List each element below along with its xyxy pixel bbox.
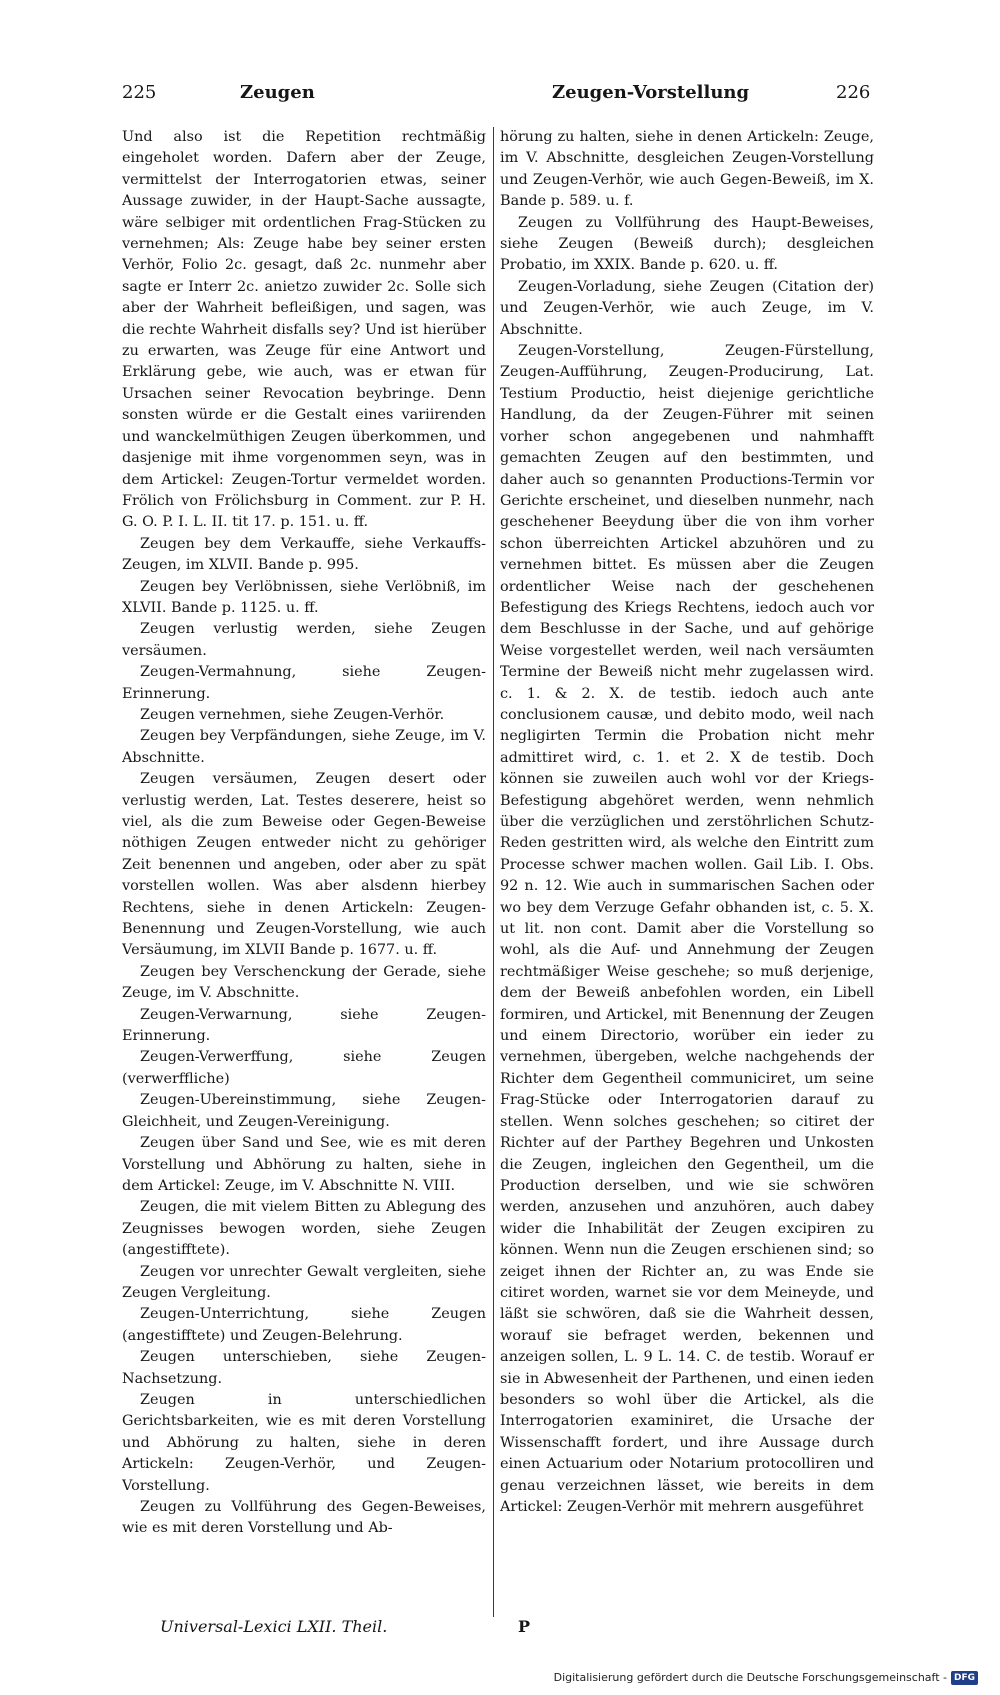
digitization-note: Digitalisierung gefördert durch die Deutsche Forschungsgemeinschaft - [553, 1671, 947, 1684]
right-running-title: Zeugen-Vorstellung [552, 82, 750, 103]
entry-paragraph: Zeugen verlustig werden, siehe Zeugen versäumen. [122, 621, 486, 659]
entry-paragraph: Zeugen versäumen, Zeugen desert oder verlustig werden, Lat. Testes deserere, heist so viel, als die zum Beweise oder Gegen-Beweise nöthigen Zeugen entweder nicht zu gehöriger Zeit benennen und angeben, oder aber zu spät vorstellen wollen. Was aber alsdenn hierbey Rechtens, siehe in denen Artickeln: Zeugen-Benennung und Zeugen-Vorstellung, wie auch Versäumung, im XLVII Bande p. 1677. u. ff. [122, 771, 486, 959]
entry-paragraph: Zeugen zu Vollführung des Gegen-Beweises, wie es mit deren Vorstellung und Ab- [122, 1499, 486, 1537]
entry-paragraph: Zeugen-Verwarnung, siehe Zeugen-Erinnerung. [122, 1006, 486, 1045]
entry-paragraph: Zeugen vor unrechter Gewalt vergleiten, siehe Zeugen Vergleitung. [122, 1263, 486, 1301]
entry-paragraph: Zeugen-Vorstellung, Zeugen-Fürstellung, Zeugen-Aufführung, Zeugen-Producirung, Lat. Testium Productio, heist diejenige gerichtliche Handlung, da der Zeugen-Führer mit seinen vorher schon angegebenen und nahmhafft gemachten Zeugen auf den bestimmten, und daher auch so genannten Productions-Termin vor Gerichte erscheinet, und dieselben nunmehr, nach geschehener Beeydung über die von ihm vorher schon überreichten Artickel abzuhören und zu vernehmen bittet. Es müssen aber die Zeugen ordentlicher Weise nach der geschehenen Befestigung des Kriegs Rechtens, iedoch auch vor dem Beschlusse in der Sache, und auf gehörige Weise vorgestellet werden, weil nach versäumten Termine der Beweiß nicht mehr zugelassen wird. c. 1. & 2. X. de testib. iedoch auch ante conclusionem causæ, und debito modo, weil nach negligirten Termin die Probation nicht mehr admittiret wird, c. 1. et 2. X de testib. Doch können sie zuweilen auch wohl vor der Kriegs-Befestigung abgehöret werden, wenn nehmlich über die verzüglichen und zerstöhrlichen Schutz-Reden gestritten wird, als welche den Eintritt zum Processe schwer machen wollen. Gail Lib. I. Obs. 92 n. 12. Wie auch in summarischen Sachen oder wo bey dem Verzuge Gefahr obhanden ist, c. 5. X. ut lit. non cont. Damit aber die Vorstellung so wohl, als die Auf- und Annehmung der Zeugen rechtmäßiger Weise geschehe; so muß derjenige, dem der Beweiß anbefohlen worden, ein Libell formiren, und Artickel, mit Benennung der Zeugen und einem Directorio, worüber ein ieder zu vernehmen, übergeben, welche nachgehends der Richter dem Gegentheil communiciret, um seine Frag-Stücke oder Interrogatorien darauf zu stellen. Wenn solches geschehen; so citiret der Richter auf der Parthey Begehren und Unkosten die Zeugen, ingleichen den Gegentheil, um die Production derselben, und wie sie schwören werden, anzusehen und anzuhören, auch dabey wider die Inhabilität der Zeugen excipiren zu können. Wenn nun die Zeugen erschienen sind; so zeiget ihnen der Richter an, zu was Ende sie citiret worden, warnet sie vor dem Meineyde, und läßt sie schwören, daß sie die Wahrheit dessen, worauf sie befraget werden, bekennen und anzeigen sollen, L. 9 L. 14. C. de testib. Worauf er sie in Abwesenheit der Parthenen, und einen ieden besonders so wohl über die Artickel, als die Interrogatorien examiniret, die Ursache der Wissenschafft fordert, und ihre Aussage durch einen Actuarium oder Notarium protocolliren und genau verzeichnen lässet, wie bereits in dem Artickel: Zeugen-Verhör mit mehrern ausgeführet [500, 343, 874, 1515]
entry-paragraph: Zeugen bey Verpfändungen, siehe Zeuge, im V. Abschnitte. [122, 728, 486, 766]
entry-paragraph: Zeugen-Vermahnung, siehe Zeugen-Erinnerung. [122, 664, 486, 702]
entry-paragraph: Zeugen, die mit vielem Bitten zu Ablegung des Zeugnisses bewogen worden, siehe Zeugen (angestifftete). [122, 1199, 486, 1259]
entry-paragraph: Zeugen in unterschiedlichen Gerichtsbarkeiten, wie es mit deren Vorstellung und Abhörung zu halten, siehe in deren Artickeln: Zeugen-Verhör, und Zeugen-Vorstellung. [122, 1391, 486, 1494]
left-running-title: Zeugen [240, 82, 315, 103]
entry-paragraph: Zeugen-Ubereinstimmung, siehe Zeugen-Gleichheit, und Zeugen-Vereinigung. [122, 1092, 486, 1130]
entry-paragraph: Zeugen-Vorladung, siehe Zeugen (Citation der) und Zeugen-Verhör, wie auch Zeuge, im V. Abschnitte. [500, 278, 874, 338]
left-page-number: 225 [122, 82, 157, 103]
dfg-logo: DFG [951, 1671, 978, 1685]
column-divider [493, 127, 494, 1617]
entry-paragraph: Zeugen unterschieben, siehe Zeugen-Nachsetzung. [122, 1349, 486, 1387]
entry-paragraph: Und also ist die Repetition rechtmäßig eingeholet worden. Dafern aber der Zeuge, vermittelst der Interrogatorien etwas, seiner Aussage zuwider, in der Haupt-Sache aussagte, wäre selbiger mit ordentlichen Frag-Stücken zu vernehmen; Als: Zeuge habe bey seiner ersten Verhör, Folio 2c. gesagt, daß 2c. nunmehr aber sagte er Interr 2c. anietzo zuwider 2c. Solle sich aber der Wahrheit befleißigen, und sagen, was die rechte Wahrheit disfalls sey? Und ist hierüber zu erwarten, was Zeuge für eine Antwort und Erklärung gebe, wie auch, was er etwan für Ursachen seiner Revocation beybringe. Denn sonsten würde er die Gestalt eines variirenden und wanckelmüthigen Zeugen überkommen, und dasjenige mit ihme vorgenommen seyn, was in dem Artickel: Zeugen-Tortur vermeldet worden. Frölich von Frölichsburg in Comment. zur P. H. G. O. P. I. L. II. tit 17. p. 151. u. ff. [122, 129, 486, 531]
entry-paragraph: Zeugen-Unterrichtung, siehe Zeugen (angestifftete) und Zeugen-Belehrung. [122, 1306, 486, 1344]
entry-paragraph: hörung zu halten, siehe in denen Artickeln: Zeuge, im V. Abschnitte, desgleichen Zeugen-Vorstellung und Zeugen-Verhör, wie auch Gegen-Beweiß, im X. Bande p. 589. u. f. [500, 129, 874, 210]
right-page-number: 226 [836, 82, 871, 103]
entry-paragraph: Zeugen bey Verlöbnissen, siehe Verlöbniß, im XLVII. Bande p. 1125. u. ff. [122, 578, 486, 616]
entry-paragraph: Zeugen-Verwerffung, siehe Zeugen (verwerffliche) [122, 1049, 486, 1087]
entry-paragraph: Zeugen zu Vollführung des Haupt-Beweises, siehe Zeugen (Beweiß durch); desgleichen Probatio, im XXIX. Bande p. 620. u. ff. [500, 214, 874, 274]
signature-line: Universal-Lexici LXII. Theil. [160, 1617, 388, 1636]
right-column [500, 127, 874, 1617]
signature-mark: P [518, 1617, 531, 1636]
entry-paragraph: Zeugen vernehmen, siehe Zeugen-Verhör. [140, 706, 445, 723]
entry-paragraph: Zeugen über Sand und See, wie es mit deren Vorstellung und Abhörung zu halten, siehe in dem Artickel: Zeuge, im V. Abschnitte N. VIII. [122, 1135, 486, 1194]
left-column [122, 127, 486, 1617]
entry-paragraph: Zeugen bey Verschenckung der Gerade, siehe Zeuge, im V. Abschnitte. [122, 963, 486, 1002]
digitization-footer [554, 1670, 978, 1686]
entry-paragraph: Zeugen bey dem Verkauffe, siehe Verkauffs-Zeugen, im XLVII. Bande p. 995. [122, 535, 486, 574]
